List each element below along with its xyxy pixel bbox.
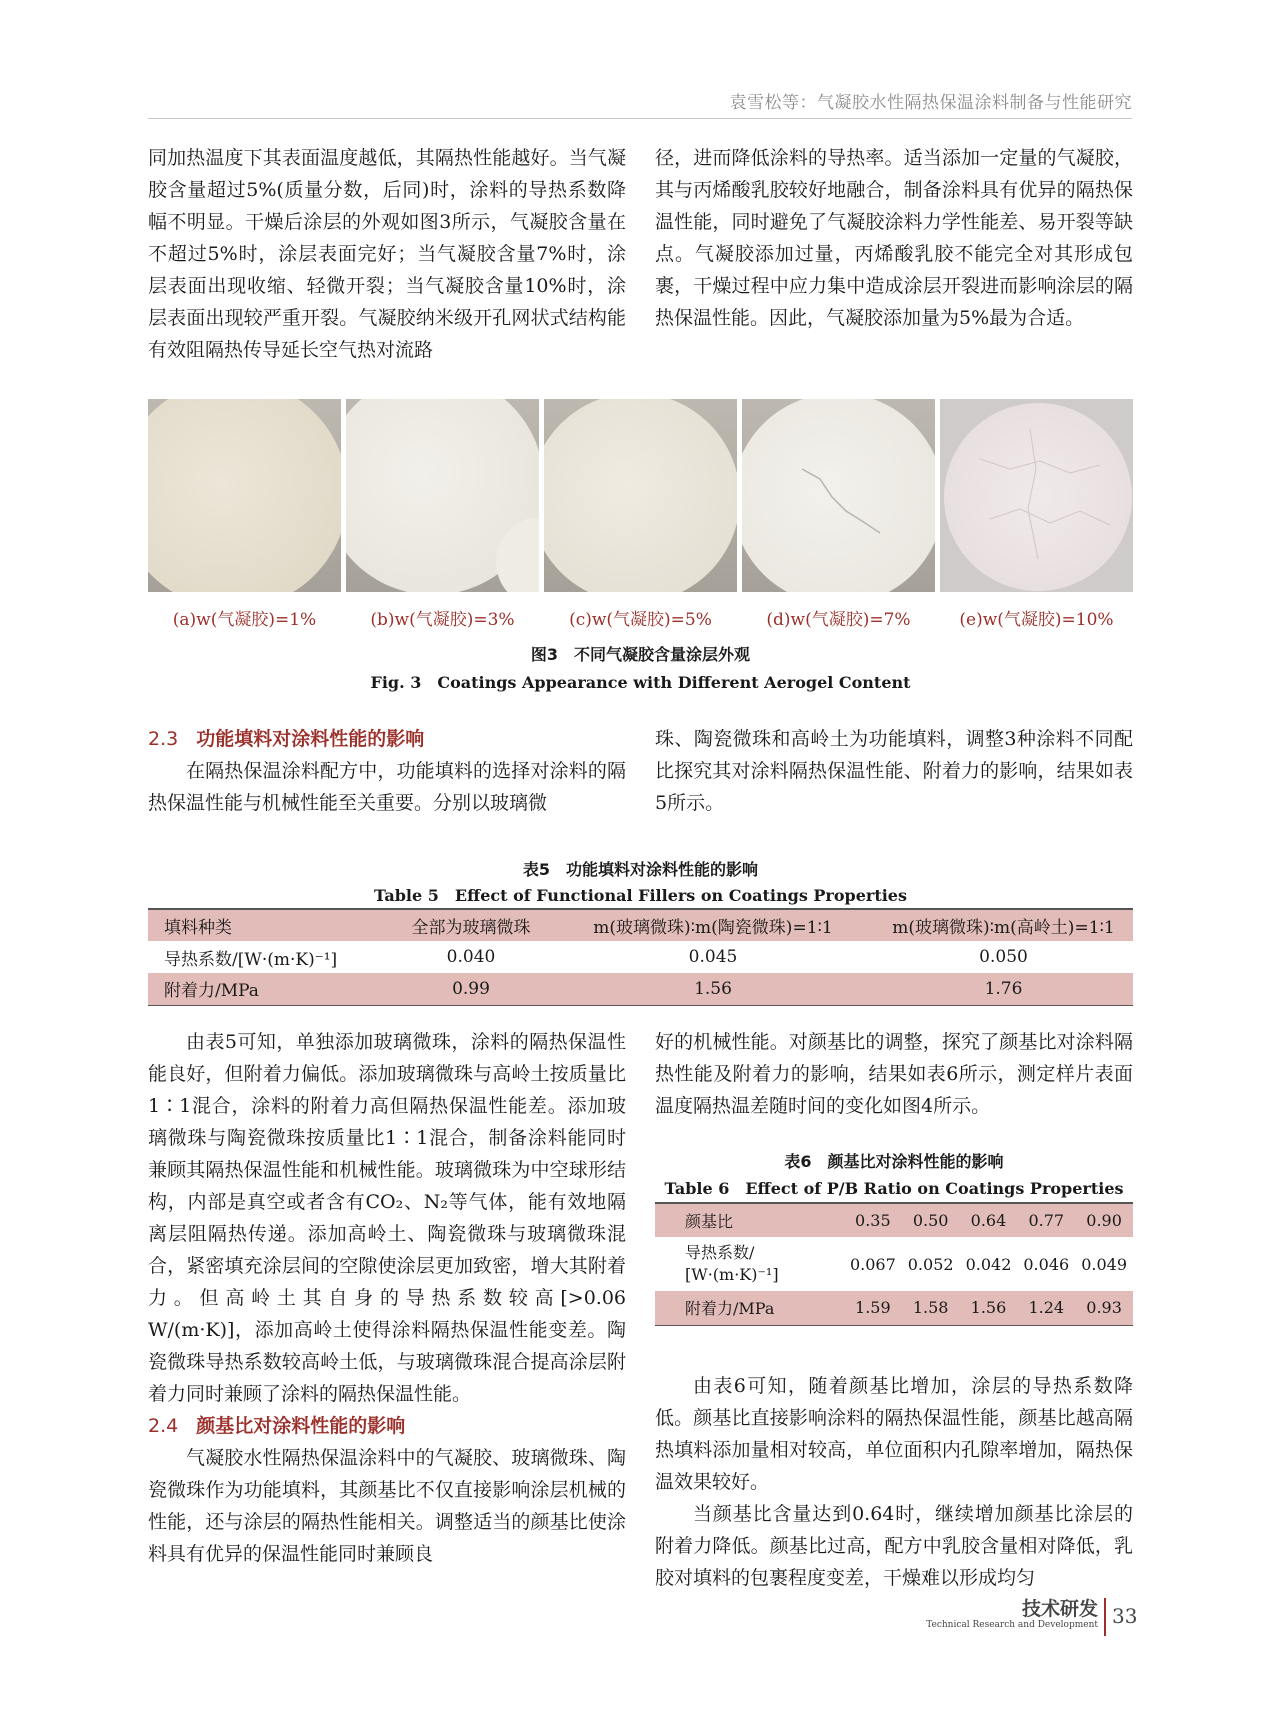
table-header: 颜基比 — [655, 1203, 844, 1237]
table-cell: 1.76 — [874, 973, 1133, 1005]
figure-3-photos — [148, 399, 1133, 592]
table-cell: 0.99 — [390, 973, 552, 1005]
body-paragraph: 径，进而降低涂料的导热率。适当添加一定量的气凝胶，其与丙烯酸乳胶较好地融合，制备涂料具有优异的隔热保温性能，同时避免了气凝胶涂料力学性能差、易开裂等缺点。气凝胶添加过量，丙烯酸乳胶不能完全对其形成包裹，干燥过程中应力集中造成涂层开裂进而影响涂层的隔热保温性能。因此，气凝胶添加量为5%最为合适。 — [655, 147, 1133, 329]
coating-photo-e — [940, 399, 1133, 592]
body-paragraph: 在隔热保温涂料配方中，功能填料的选择对涂料的隔热保温性能与机械性能至关重要。分别以玻璃微 — [148, 760, 626, 814]
table-cell: 0.35 — [844, 1203, 902, 1237]
table-cell: 0.050 — [874, 941, 1133, 973]
table-cell: 0.50 — [902, 1203, 960, 1237]
body-paragraph: 气凝胶水性隔热保温涂料中的气凝胶、玻璃微珠、陶瓷微珠作为功能填料，其颜基比不仅直接影响涂层机械的性能，还与涂层的隔热性能相关。调整适当的颜基比使涂料具有优异的保温性能同时兼顾良 — [148, 1447, 626, 1565]
middle-right-column — [655, 1026, 1133, 1122]
table-cell: 附着力/MPa — [148, 973, 390, 1005]
body-paragraph: 好的机械性能。对颜基比的调整，探究了颜基比对涂料隔热性能及附着力的影响，结果如表6所示，测定样片表面温度隔热温差随时间的变化如图4所示。 — [655, 1031, 1133, 1117]
running-header: 袁雪松等：气凝胶水性隔热保温涂料制备与性能研究 — [729, 93, 1132, 113]
table-cell: 1.58 — [902, 1291, 960, 1325]
page-number: 33 — [1112, 1604, 1138, 1628]
body-paragraph: 珠、陶瓷微珠和高岭土为功能填料，调整3种涂料不同配比探究其对涂料隔热保温性能、附着力的影响，结果如表5所示。 — [655, 728, 1133, 814]
figure-3-title-cn: 图3 不同气凝胶含量涂层外观 — [530, 645, 751, 664]
section-title: 颜基比对涂料性能的影响 — [196, 1415, 406, 1437]
table-cell: 0.040 — [390, 941, 552, 973]
table-cell: 1.56 — [552, 973, 874, 1005]
top-right-column — [655, 142, 1133, 334]
table-6-title-cn: 表6 颜基比对涂料性能的影响 — [784, 1152, 1004, 1171]
footer-section-cn: 技术研发 — [1021, 1598, 1098, 1620]
caption-d: (d)w(气凝胶)=7% — [766, 610, 911, 630]
table-cell: 0.052 — [902, 1237, 960, 1291]
table-header: m(玻璃微珠)∶m(高岭土)=1∶1 — [874, 909, 1133, 941]
middle-left-column — [148, 1026, 626, 1570]
row-label-line: 导热系数/ — [685, 1243, 755, 1262]
section-number: 2.3 — [148, 728, 179, 750]
table-cell: 0.067 — [844, 1237, 902, 1291]
table-header — [655, 1237, 844, 1291]
footer-section-en: Technical Research and Development — [926, 1620, 1098, 1630]
table-cell: 0.77 — [1017, 1203, 1075, 1237]
table-row — [655, 1291, 1133, 1325]
caption-c: (c)w(气凝胶)=5% — [569, 610, 712, 630]
table-row — [655, 1203, 1133, 1237]
table-cell: 1.59 — [844, 1291, 902, 1325]
footer-divider — [1104, 1598, 1106, 1636]
table-cell: 0.64 — [960, 1203, 1018, 1237]
table-cell: 0.93 — [1075, 1291, 1133, 1325]
table-cell: 0.042 — [960, 1237, 1018, 1291]
table-cell: 1.56 — [960, 1291, 1018, 1325]
section-2-3-right — [655, 723, 1133, 819]
body-paragraph: 同加热温度下其表面温度越低，其隔热性能越好。当气凝胶含量超过5%(质量分数，后同)时，涂料的导热系数降幅不明显。干燥后涂层的外观如图3所示，气凝胶含量在不超过5%时，涂层表面完好；当气凝胶含量7%时，涂层表面出现收缩、轻微开裂；当气凝胶含量10%时，涂层表面出现较严重开裂。气凝胶纳米级开孔网状式结构能有效阻隔热传导延长空气热对流路 — [148, 147, 626, 361]
coating-photo-c — [544, 399, 737, 592]
caption-a: (a)w(气凝胶)=1% — [172, 610, 317, 630]
section-2-3-left — [148, 723, 626, 819]
table-row — [148, 973, 1133, 1005]
table-cell: 导热系数/[W·(m·K)⁻¹] — [148, 941, 390, 973]
table-6-title-en: Table 6 Effect of P/B Ratio on Coatings Properties — [664, 1179, 1124, 1198]
table-cell: 0.045 — [552, 941, 874, 973]
top-left-column — [148, 142, 626, 366]
figure-3-title-en: Fig. 3 Coatings Appearance with Different Aerogel Content — [370, 673, 911, 692]
caption-b: (b)w(气凝胶)=3% — [370, 610, 515, 630]
table-row — [148, 941, 1133, 973]
crack-lines — [742, 399, 935, 592]
coating-photo-d — [742, 399, 935, 592]
header-rule — [148, 118, 1132, 119]
table-header: m(玻璃微珠)∶m(陶瓷微珠)=1∶1 — [552, 909, 874, 941]
coating-photo-a — [148, 399, 341, 592]
coating-photo-b — [346, 399, 539, 592]
table-cell: 0.90 — [1075, 1203, 1133, 1237]
section-heading-2-4 — [148, 1410, 626, 1442]
table-row — [655, 1237, 1133, 1291]
body-paragraph: 由表6可知，随着颜基比增加，涂层的导热系数降低。颜基比直接影响涂料的隔热保温性能，颜基比越高隔热填料添加量相对较高，单位面积内孔隙率增加，隔热保温效果较好。 — [655, 1375, 1133, 1493]
table-5-title-en: Table 5 Effect of Functional Fillers on Coatings Properties — [374, 886, 907, 905]
caption-e: (e)w(气凝胶)=10% — [959, 610, 1114, 630]
section-title: 功能填料对涂料性能的影响 — [196, 728, 425, 750]
section-number: 2.4 — [148, 1415, 179, 1437]
table-cell: 0.046 — [1017, 1237, 1075, 1291]
table-header: 全部为玻璃微珠 — [390, 909, 552, 941]
table-5 — [148, 908, 1133, 1006]
table-cell: 1.24 — [1017, 1291, 1075, 1325]
table-cell: 0.049 — [1075, 1237, 1133, 1291]
table-row — [148, 909, 1133, 941]
body-paragraph: 由表5可知，单独添加玻璃微珠，涂料的隔热保温性能良好，但附着力偏低。添加玻璃微珠与高岭土按质量比1∶1混合，涂料的附着力高但隔热保温性能差。添加玻璃微珠与陶瓷微珠按质量比1∶1混合，制备涂料能同时兼顾其隔热保温性能和机械性能。玻璃微珠为中空球形结构，内部是真空或者含有CO₂、N₂等气体，能有效地隔离层阻隔热传递。添加高岭土、陶瓷微珠与玻璃微珠混合，紧密填充涂层间的空隙使涂层更加致密，增大其附着力。但高岭土其自身的导热系数较高[>0.06 W/(m·K)]，添加高岭土使得涂料隔热保温性能变差。陶瓷微珠导热系数较高岭土低，与玻璃微珠混合提高涂层附着力同时兼顾了涂料的隔热保温性能。 — [148, 1031, 626, 1405]
crack-lines — [940, 399, 1133, 592]
table-header: 填料种类 — [148, 909, 390, 941]
section-heading-2-3 — [148, 723, 626, 755]
row-label-line: [W·(m·K)⁻¹] — [685, 1265, 779, 1284]
bottom-right-column — [655, 1370, 1133, 1594]
body-paragraph: 当颜基比含量达到0.64时，继续增加颜基比涂层的附着力降低。颜基比过高，配方中乳胶含量相对降低，乳胶对填料的包裹程度变差，干燥难以形成均匀 — [655, 1503, 1133, 1589]
table-6 — [655, 1202, 1133, 1326]
table-header: 附着力/MPa — [655, 1291, 844, 1325]
table-5-title-cn: 表5 功能填料对涂料性能的影响 — [522, 860, 759, 879]
